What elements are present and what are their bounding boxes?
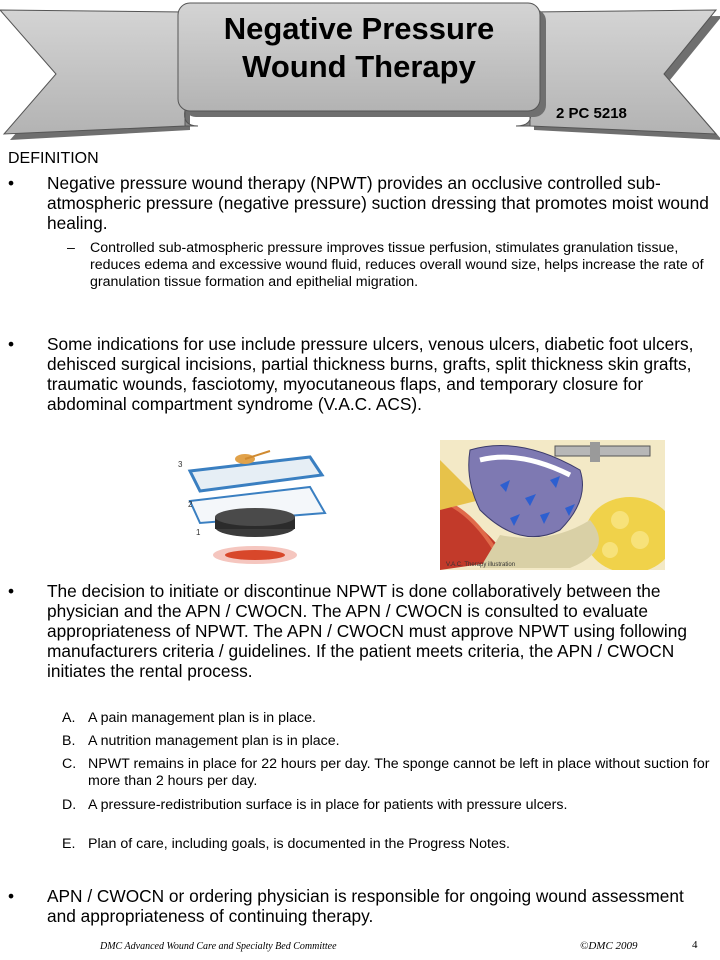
criteria-text: NPWT remains in place for 22 hours per day. The sponge cannot be left in place without suction for more than 2 hours per day. (88, 756, 710, 789)
layer-number-2: 2 (188, 500, 193, 509)
bullet-symbol: • (8, 173, 15, 193)
bullet-text: The decision to initiate or discontinue NPWT is done collaboratively between the physician and the APN / CWOCN. The APN / CWOCN is consulted to evaluate appropriateness of NPWT. The APN / CWOCN must approve NPWT using following manufacturers criteria / guidelines. If the patient meets criteria, the APN / CWOCN initiates the rental process. (47, 581, 687, 681)
footer-committee: DMC Advanced Wound Care and Specialty Bed Committee (100, 941, 337, 952)
footer-copyright: ©DMC 2009 (580, 940, 638, 952)
bullet-text: Negative pressure wound therapy (NPWT) provides an occlusive controlled sub-atmospheric pressure (negative pressure) suction dressing that promotes moist wound healing. (47, 173, 709, 233)
bullet-text: APN / CWOCN or ordering physician is responsible for ongoing wound assessment and appropriateness of continuing therapy. (47, 886, 684, 926)
page-title (178, 10, 540, 86)
bullet-text: Some indications for use include pressure ulcers, venous ulcers, diabetic foot ulcers, dehisced surgical incisions, partial thickness burns, grafts, split thickness skin grafts, traumatic wounds, fasciotomy, myocutaneous flaps, and temporary closure for abdominal compartment syndrome (V.A.C. ACS). (47, 334, 694, 414)
criteria-text: Plan of care, including goals, is documented in the Progress Notes. (88, 836, 510, 852)
criteria-letter: B. (62, 733, 76, 749)
criteria-text: A nutrition management plan is in place. (88, 733, 340, 749)
criteria-text: A pressure-redistribution surface is in place for patients with pressure ulcers. (88, 797, 568, 813)
document-code: 2 PC 5218 (556, 105, 627, 122)
bullet-symbol: • (8, 886, 15, 906)
criteria-text: A pain management plan is in place. (88, 710, 316, 726)
bullet-symbol: • (8, 581, 15, 601)
definition-heading: DEFINITION (8, 150, 99, 167)
bullet-symbol: • (8, 334, 15, 354)
vac-illustration-caption: V.A.C. Therapy illustration (446, 562, 516, 568)
criteria-letter: C. (62, 756, 77, 772)
vac-therapy-illustration (440, 440, 665, 570)
sub-point-dash: – (67, 240, 75, 256)
page-number: 4 (692, 939, 698, 951)
criteria-letter: E. (62, 836, 76, 852)
criteria-letter: D. (62, 797, 77, 813)
title-line-1: Negative Pressure (223, 11, 495, 46)
title-line-2: Wound Therapy (242, 49, 476, 84)
criteria-letter: A. (62, 710, 76, 726)
layer-number-3: 3 (178, 460, 183, 469)
layer-number-1: 1 (196, 528, 201, 537)
dressing-layers-illustration (160, 445, 330, 570)
sub-point-text: Controlled sub-atmospheric pressure improves tissue perfusion, stimulates granulation tissue, reduces edema and excessive wound fluid, reduces overall wound size, helps increase the rate of granulation tissue formation and epithelial migration. (90, 240, 704, 290)
